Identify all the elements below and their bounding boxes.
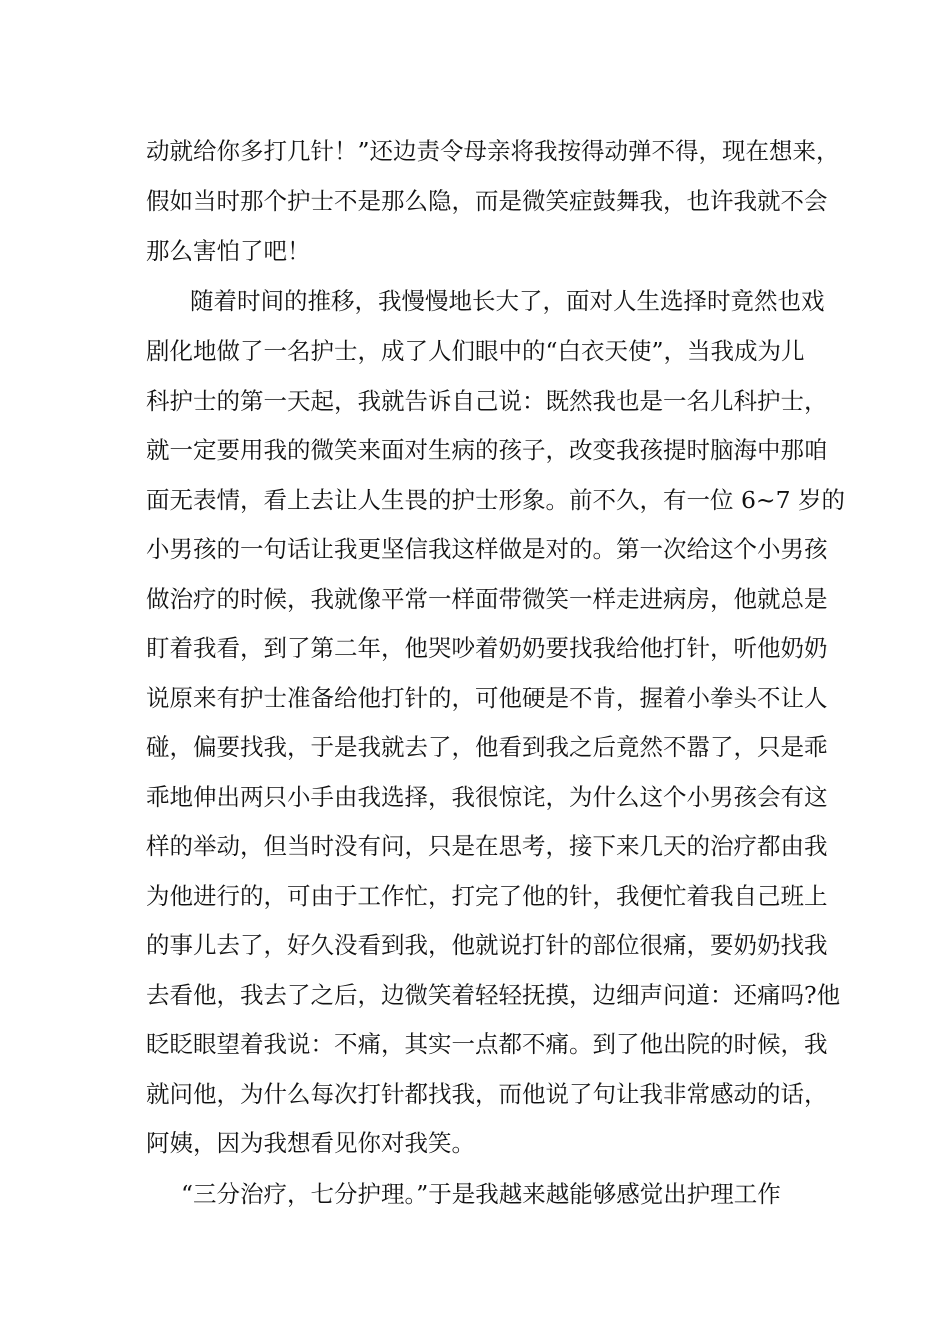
- text-line: 说原来有护士准备给他打针的，可他硬是不肯，握着小拳头不让人: [146, 684, 828, 712]
- text-line: 那么害怕了吧！: [146, 237, 311, 265]
- text-line: 阿姨，因为我想看见你对我笑。: [146, 1129, 475, 1157]
- text-line: 小男孩的一句话让我更坚信我这样做是对的。第一次给这个小男孩: [146, 535, 828, 563]
- text-line: 盯着我看，到了第二年，他哭吵着奶奶要找我给他打针，听他奶奶: [146, 634, 828, 662]
- text-line: 去看他，我去了之后，边微笑着轻轻抚摸，边细声问道：还痛吗?他: [146, 981, 841, 1009]
- paragraph-start-line: 随着时间的推移，我慢慢地长大了，面对人生选择时竟然也戏: [190, 287, 825, 315]
- text-line: 动就给你多打几针！”还边责令母亲将我按得动弹不得，现在想来，: [146, 137, 840, 165]
- text-line: 乖地伸出两只小手由我选择，我很惊诧，为什么这个小男孩会有这: [146, 783, 828, 811]
- text-line: 剧化地做了一名护士，成了人们眼中的“白衣天使”，当我成为儿: [146, 337, 805, 365]
- text-line: 面无表情，看上去让人生畏的护士形象。前不久，有一位 6~7 岁的: [146, 486, 846, 514]
- text-line: 样的举动，但当时没有问，只是在思考，接下来几天的治疗都由我: [146, 832, 828, 860]
- text-line: 就问他，为什么每次打针都找我，而他说了句让我非常感动的话，: [146, 1080, 828, 1108]
- text-line: 的事儿去了，好久没看到我，他就说打针的部位很痛，要奶奶找我: [146, 931, 828, 959]
- text-line: 假如当时那个护士不是那么隐，而是微笑症鼓舞我，也许我就不会: [146, 187, 828, 215]
- paragraph-start-line: “三分治疗，七分护理。”于是我越来越能够感觉出护理工作: [181, 1180, 781, 1208]
- text-line: 科护士的第一天起，我就告诉自己说：既然我也是一名儿科护士，: [146, 387, 828, 415]
- text-line: 眨眨眼望着我说：不痛，其实一点都不痛。到了他出院的时候，我: [146, 1030, 828, 1058]
- text-line: 就一定要用我的微笑来面对生病的孩子，改变我孩提时脑海中那咱: [146, 436, 828, 464]
- text-line: 碰，偏要找我，于是我就去了，他看到我之后竟然不嚣了，只是乖: [146, 733, 828, 761]
- text-line: 为他进行的，可由于工作忙，打完了他的针，我便忙着我自己班上: [146, 882, 828, 910]
- text-line: 做治疗的时候，我就像平常一样面带微笑一样走进病房，他就总是: [146, 585, 828, 613]
